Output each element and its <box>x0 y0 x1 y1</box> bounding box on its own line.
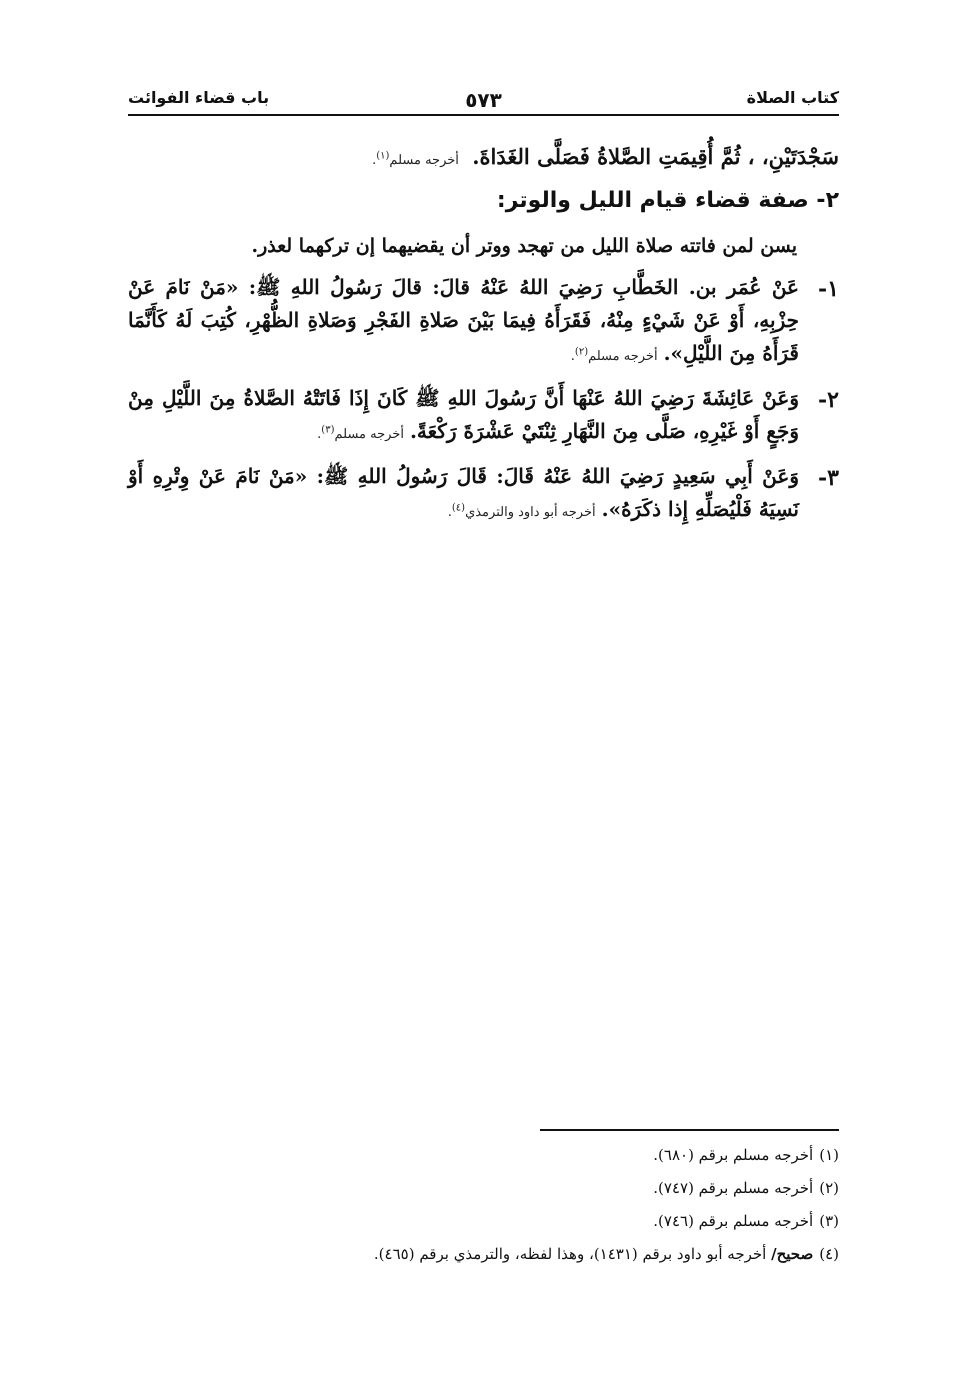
page-number: ٥٧٣ <box>465 88 502 112</box>
header-chapter-title: باب قضاء الفوائت <box>128 88 270 107</box>
continuation-line <box>128 140 839 174</box>
source-reference-text: أخرجه مسلم <box>588 348 658 364</box>
hadith-text-block <box>128 460 799 526</box>
source-reference <box>372 150 459 168</box>
source-reference-end: . <box>570 348 575 364</box>
footnote-marker: (٣) <box>321 424 335 436</box>
source-reference-text: أخرجه مسلم <box>334 426 404 442</box>
footnote-text: أخرجه مسلم برقم (٧٤٧). <box>653 1179 814 1197</box>
footnotes <box>128 1148 839 1280</box>
footnote-marker: (٤) <box>451 502 466 514</box>
source-reference-end: . <box>317 426 322 442</box>
footnote <box>128 1148 839 1181</box>
hadith-number: ٣- <box>818 464 839 491</box>
running-header <box>128 84 839 116</box>
footnote-divider <box>540 1129 839 1131</box>
footnote-marker: (١) <box>376 150 390 162</box>
footnote-text: أخرجه مسلم برقم (٧٤٦). <box>653 1212 814 1230</box>
footnote <box>128 1214 839 1247</box>
footnote-text: أخرجه أبو داود برقم (١٤٣١)، وهذا لفظه، والترمذي برقم (٤٦٥). <box>373 1245 767 1263</box>
footnote-grading: صحيح/ <box>771 1245 814 1263</box>
source-reference-text: أخرجه مسلم <box>389 153 459 168</box>
footnote <box>128 1181 839 1214</box>
source-reference-end: . <box>372 153 377 168</box>
header-book-title: كتاب الصلاة <box>746 88 839 107</box>
footnote-text: أخرجه مسلم برقم (٦٨٠). <box>653 1146 814 1164</box>
body-text <box>128 140 839 538</box>
hadith-item <box>128 382 839 448</box>
footnote-number: (٣) <box>819 1212 839 1230</box>
hadith-text-block <box>128 271 799 370</box>
hadith-text-block <box>128 382 799 448</box>
source-reference <box>447 502 596 520</box>
continuation-text: سَجْدَتَيْنِ، ، ثُمَّ أُقِيمَتِ الصَّلاةُ فَصَلَّى الغَدَاةَ. <box>472 144 839 169</box>
section-intro: يسن لمن فاتته صلاة الليل من تهجد ووتر أن يقضيهما إن تركهما لعذر. <box>251 234 797 257</box>
hadith-text: وَعَنْ عَائِشَةَ رَضِيَ اللهُ عَنْهَا أَنَّ رَسُولَ اللهِ ﷺ كَانَ إِذَا فَاتَتْهُ الصَّلاةُ مِنَ اللَّيْلِ مِنْ وَجَعٍ أَوْ غَيْرِهِ، صَلَّى مِنَ النَّهَارِ ثِنْتَيْ عَشْرَةَ رَكْعَةً. <box>128 385 799 443</box>
hadith-text: وَعَنْ أَبِي سَعِيدٍ رَضِيَ اللهُ عَنْهُ قَالَ: قَالَ رَسُولُ اللهِ ﷺ: «مَنْ نَامَ عَنْ وِتْرِهِ أَوْ نَسِيَهُ فَلْيُصَلِّهِ إِذا ذكَرَهُ». <box>128 463 799 521</box>
footnote <box>128 1247 839 1280</box>
footnote-number: (١) <box>819 1146 839 1164</box>
hadith-text: عَنْ عُمَر بن. الخَطَّابِ رَضِيَ اللهُ عَنْهُ قالَ: قالَ رَسُولُ اللهِ ﷺ: «مَنْ نَامَ عَنْ حِزْبِهِ، أَوْ عَنْ شَيْءٍ مِنْهُ، فَقَرَأَهُ فِيمَا بَيْنَ صَلاةِ الفَجْرِ وَصَلاةِ الظُّهْرِ، كُتِبَ لَهُ كَأَنَّمَا قَرَأَهُ مِنَ اللَّيْلِ». <box>128 274 799 365</box>
footnote-number: (٤) <box>819 1245 839 1263</box>
hadith-item <box>128 271 839 370</box>
source-reference <box>570 346 658 364</box>
source-reference-text: أخرجه أبو داود والترمذي <box>465 504 596 520</box>
footnote-number: (٢) <box>819 1179 839 1197</box>
source-reference <box>317 424 404 442</box>
hadith-item <box>128 460 839 526</box>
section-heading: ٢- صفة قضاء قيام الليل والوتر: <box>496 187 839 213</box>
hadith-number: ٢- <box>818 386 839 413</box>
source-reference-end: . <box>447 504 452 520</box>
footnote-marker: (٢) <box>574 346 589 358</box>
hadith-number: ١- <box>818 275 839 302</box>
